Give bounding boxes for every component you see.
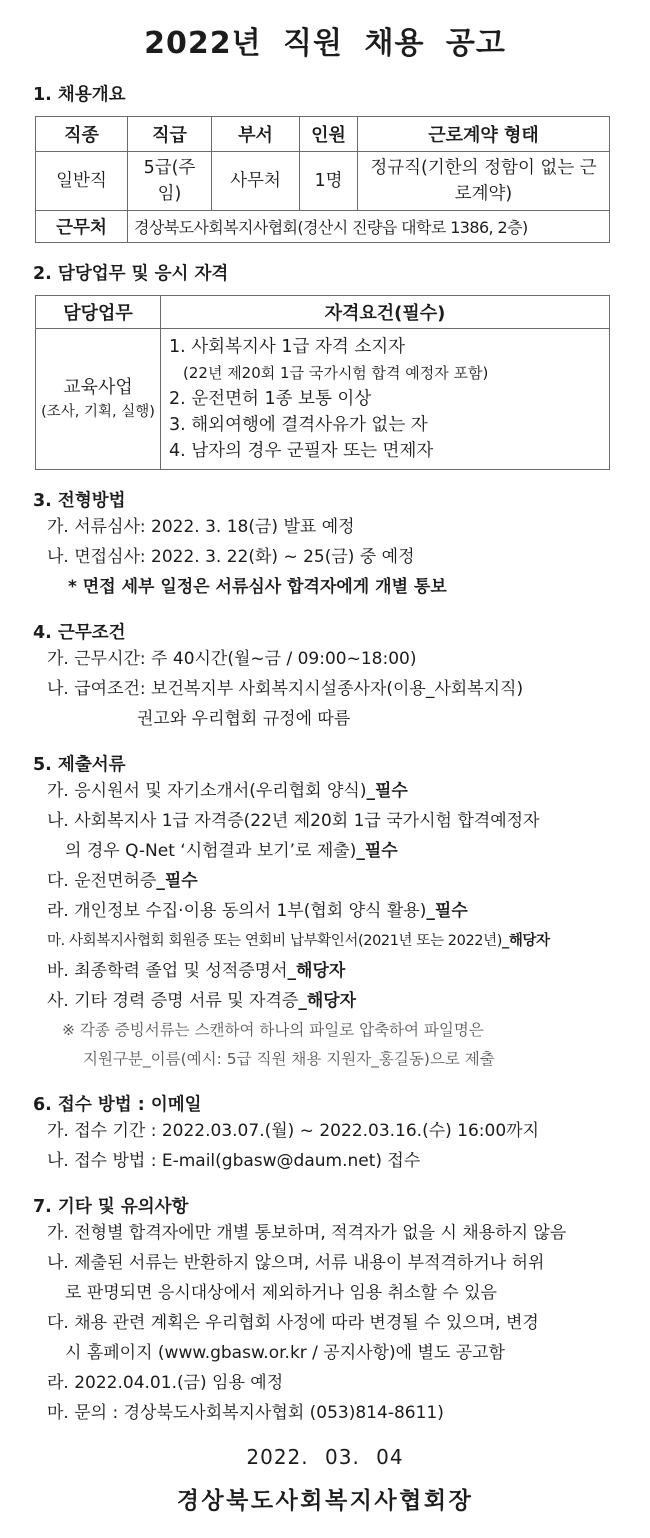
list-line: 마. 사회복지사협회 회원증 또는 연회비 납부확인서(2021년 또는 2022년)_해당자 — [47, 933, 550, 949]
applicable-tag: _해당자 — [501, 933, 550, 949]
section-recruitment-overview — [33, 84, 632, 243]
table-header-row — [36, 296, 610, 329]
section-application-method — [33, 1094, 632, 1176]
duty-sub: (조사, 기획, 실행) — [41, 404, 155, 420]
requirement-line: 3. 해외여행에 결격사유가 없는 자 — [169, 415, 428, 435]
section-4-heading: 4. 근무조건 — [33, 623, 126, 643]
list-line: 바. 최종학력 졸업 및 성적증명서_해당자 — [47, 961, 346, 981]
cell-qualifications — [161, 329, 610, 470]
document-signature: 경상북도사회복지사협회장 — [176, 1488, 474, 1514]
required-tag: _필수 — [356, 841, 398, 861]
section-6-heading: 6. 접수 방법 : 이메일 — [33, 1095, 202, 1115]
requirement-line: 1. 사회복지사 1급 자격 소지자 — [169, 337, 406, 357]
cell-duties — [36, 329, 161, 470]
header-duties: 담당업무 — [36, 296, 161, 329]
requirement-line-note: (22년 제20회 1급 국가시험 합격 예정자 포함) — [183, 364, 489, 382]
list-line: 다. 채용 관련 계획은 우리협회 사정에 따라 변경될 수 있으며, 변경 — [47, 1313, 539, 1333]
list-line: 가. 전형별 합격자에만 개별 통보하며, 적격자가 없을 시 채용하지 않음 — [47, 1223, 567, 1243]
workplace-label: 근무처 — [36, 211, 128, 243]
table-row — [36, 152, 610, 211]
list-line: 나. 사회복지사 1급 자격증(22년 제20회 1급 국가시험 합격예정자 — [47, 811, 540, 831]
section-2-heading: 2. 담당업무 및 응시 자격 — [33, 264, 229, 284]
requirement-line: 4. 남자의 경우 군필자 또는 면제자 — [169, 441, 434, 461]
list-line: 나. 면접심사: 2022. 3. 22(화) ~ 25(금) 중 예정 — [47, 547, 415, 567]
header-qualifications: 자격요건(필수) — [161, 296, 610, 329]
cell-department: 사무처 — [212, 152, 300, 211]
list-line: 나. 급여조건: 보건복지부 사회복지시설종사자(이용_사회복지직) — [47, 679, 524, 699]
recruitment-overview-table — [35, 116, 610, 243]
cell-job-type: 일반직 — [36, 152, 128, 211]
list-line: 사. 기타 경력 증명 서류 및 자격증_해당자 — [47, 991, 357, 1011]
list-line: 가. 응시원서 및 자기소개서(우리협회 양식)_필수 — [47, 781, 408, 801]
list-line: 다. 운전면허증_필수 — [47, 871, 198, 891]
duty-main: 교육사업 — [63, 377, 133, 398]
list-line-continuation: 의 경우 Q-Net ‘시험결과 보기’로 제출)_필수 — [65, 841, 398, 861]
section-3-heading: 3. 전형방법 — [33, 491, 126, 511]
cell-headcount: 1명 — [300, 152, 358, 211]
section-required-documents — [33, 754, 632, 1074]
duties-qualifications-table — [35, 295, 610, 470]
table-workplace-row — [36, 211, 610, 243]
section-working-conditions — [33, 622, 632, 734]
requirement-line: 2. 운전면허 1종 보통 이상 — [169, 389, 372, 409]
list-line-note: * 면접 세부 일정은 서류심사 합격자에게 개별 통보 — [68, 577, 447, 597]
header-job-type: 직종 — [36, 117, 128, 152]
header-department: 부서 — [212, 117, 300, 152]
required-tag: _필수 — [156, 871, 198, 891]
section-1-heading: 1. 채용개요 — [33, 85, 126, 105]
header-grade: 직급 — [128, 117, 212, 152]
document-title: 2022년 직원 채용 공고 — [144, 26, 506, 61]
list-line-note: 지원구분_이름(예시: 5급 직원 채용 지원자_홍길동)으로 제출 — [83, 1050, 495, 1068]
header-headcount: 인원 — [300, 117, 358, 152]
list-line: 가. 접수 기간 : 2022.03.07.(월) ~ 2022.03.16.(수) 16:00까지 — [47, 1121, 539, 1141]
document-date: 2022. 03. 04 — [246, 1445, 404, 1469]
cell-contract-type: 정규직(기한의 정함이 없는 근로계약) — [358, 152, 610, 211]
section-other-notes — [33, 1196, 632, 1428]
section-5-heading: 5. 제출서류 — [33, 755, 126, 775]
header-contract-type: 근로계약 형태 — [358, 117, 610, 152]
applicable-tag: _해당자 — [287, 961, 346, 981]
required-tag: _필수 — [366, 781, 408, 801]
table-row — [36, 329, 610, 470]
section-selection-method — [33, 490, 632, 602]
section-7-heading: 7. 기타 및 유의사항 — [33, 1197, 189, 1217]
list-line-contact: 마. 문의 : 경상북도사회복지사협회 (053)814-8611) — [47, 1403, 444, 1423]
applicable-tag: _해당자 — [298, 991, 357, 1011]
list-line-note: ※ 각종 증빙서류는 스캔하여 하나의 파일로 압축하여 파일명은 — [62, 1021, 484, 1039]
list-line: 라. 개인정보 수집·이용 동의서 1부(협회 양식 활용)_필수 — [47, 901, 468, 921]
list-line: 가. 서류심사: 2022. 3. 18(금) 발표 예정 — [47, 517, 355, 537]
list-line: 나. 제출된 서류는 반환하지 않으며, 서류 내용이 부적격하거나 허위 — [47, 1253, 545, 1273]
workplace-value: 경상북도사회복지사협회(경산시 진량읍 대학로 1386, 2층) — [128, 211, 610, 243]
cell-grade: 5급(주임) — [128, 152, 212, 211]
list-line-continuation: 시 홈페이지 (www.gbasw.or.kr / 공지사항)에 별도 공고함 — [65, 1343, 505, 1363]
list-line: 가. 근무시간: 주 40시간(월~금 / 09:00~18:00) — [47, 649, 417, 669]
section-duties-qualifications — [33, 263, 632, 470]
table-header-row — [36, 117, 610, 152]
document-content — [33, 84, 632, 1428]
list-line-email: 나. 접수 방법 : E-mail(gbasw@daum.net) 접수 — [47, 1151, 421, 1171]
required-tag: _필수 — [426, 901, 468, 921]
list-line-continuation: 로 판명되면 응시대상에서 제외하거나 임용 취소할 수 있음 — [65, 1283, 497, 1303]
list-line: 라. 2022.04.01.(금) 임용 예정 — [47, 1373, 284, 1393]
list-line-continuation: 권고와 우리협회 규정에 따름 — [137, 709, 351, 729]
